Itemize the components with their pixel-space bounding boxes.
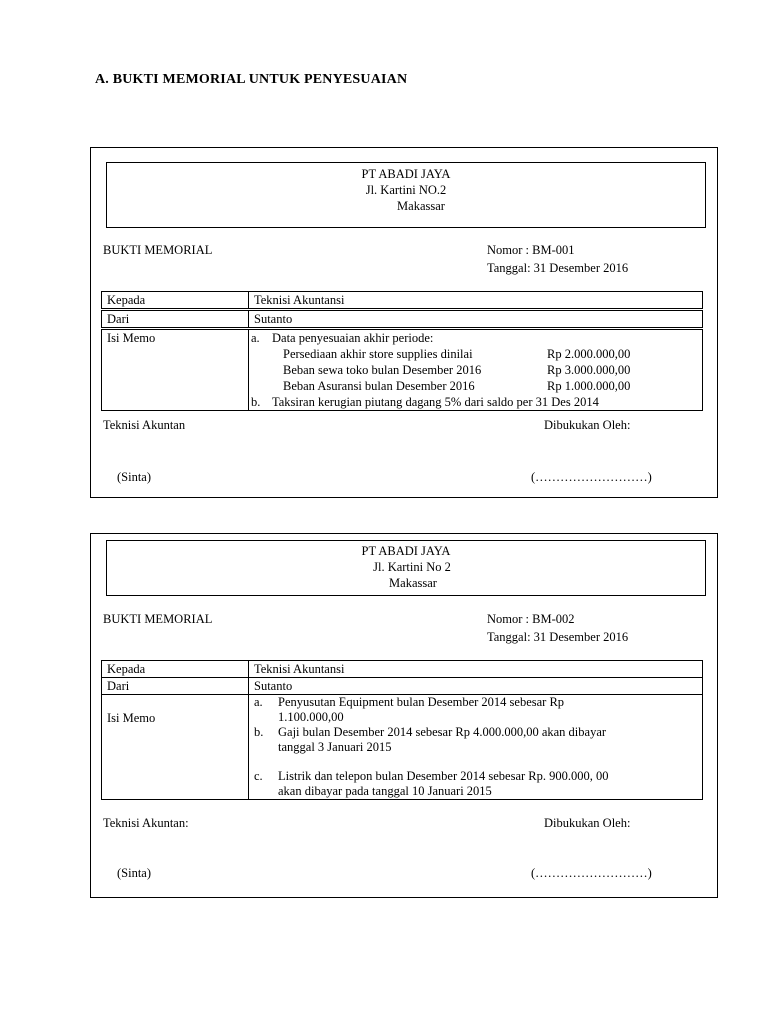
company-header — [106, 540, 706, 596]
dari-value: Sutanto — [249, 311, 703, 328]
list-item: Beban Asuransi bulan Desember 2016 Rp 1.000.000,00 — [283, 379, 631, 393]
company-address: Jl. Kartini No 2 — [373, 560, 451, 574]
list-item: b. Gaji bulan Desember 2014 sebesar Rp 4.000.000,00 akan dibayar — [254, 725, 607, 739]
doc-title: BUKTI MEMORIAL — [103, 612, 213, 626]
company-header — [106, 162, 706, 228]
signer-right: (………………………) — [531, 866, 652, 880]
sign-left-label: Teknisi Akuntan — [103, 418, 186, 432]
sign-left-label: Teknisi Akuntan: — [103, 816, 189, 830]
list-item: a. Data penyesuaian akhir periode: — [251, 331, 434, 345]
row-dari — [102, 311, 703, 328]
row-isi — [102, 330, 703, 411]
kepada-value: Teknisi Akuntansi — [249, 661, 703, 678]
company-city: Makassar — [389, 576, 437, 590]
isi-label: Isi Memo — [102, 330, 249, 411]
dari-value: Sutanto — [249, 678, 703, 695]
row-dari — [102, 678, 703, 695]
sign-right-label: Dibukukan Oleh: — [544, 418, 631, 432]
doc-title: BUKTI MEMORIAL — [103, 243, 213, 257]
company-name: PT ABADI JAYA — [361, 167, 451, 181]
memo-table — [101, 660, 703, 800]
signer-left: (Sinta) — [117, 470, 152, 484]
signer-right: (………………………) — [531, 470, 652, 484]
row-isi — [102, 695, 703, 800]
list-item: a. Penyusutan Equipment bulan Desember 2014 sebesar Rp — [254, 695, 565, 709]
list-item: Beban sewa toko bulan Desember 2016 Rp 3.000.000,00 — [283, 363, 631, 377]
kepada-value: Teknisi Akuntansi — [249, 292, 703, 309]
isi-label: Isi Memo — [102, 695, 249, 800]
memo-bm-002 — [90, 533, 718, 898]
dari-label: Dari — [102, 311, 249, 328]
list-item: b. Taksiran kerugian piutang dagang 5% dari saldo per 31 Des 2014 — [251, 395, 599, 409]
company-name: PT ABADI JAYA — [361, 544, 451, 558]
memo-bm-001 — [90, 147, 718, 498]
row-kepada — [102, 661, 703, 678]
memo-date: Tanggal: 31 Desember 2016 — [487, 261, 629, 275]
dari-label: Dari — [102, 678, 249, 695]
list-item: c. Listrik dan telepon bulan Desember 2014 sebesar Rp. 900.000, 00 — [254, 769, 609, 783]
kepada-label: Kepada — [102, 661, 249, 678]
row-kepada — [102, 292, 703, 309]
page-heading: A. BUKTI MEMORIAL UNTUK PENYESUAIAN — [95, 72, 408, 87]
company-address: Jl. Kartini NO.2 — [365, 183, 447, 197]
isi-content: a. Penyusutan Equipment bulan Desember 2014 sebesar Rp 1.100.000,00 b. Gaji bulan Desember 2014 sebesar Rp 4.000.000,00 akan dibayar tanggal 3 Januari 2015 c. Listrik dan telepon bulan Desember 2014 sebesar Rp. 900.000, 00 akan dibayar pada tanggal 10 Januari 2015 — [249, 695, 703, 800]
sign-right-label: Dibukukan Oleh: — [544, 816, 631, 830]
list-item: Persediaan akhir store supplies dinilai Rp 2.000.000,00 — [283, 347, 631, 361]
signer-left: (Sinta) — [117, 866, 152, 880]
company-city: Makassar — [397, 199, 445, 213]
kepada-label: Kepada — [102, 292, 249, 309]
memo-number: Nomor : BM-001 — [487, 243, 575, 257]
memo-number: Nomor : BM-002 — [487, 612, 575, 626]
memo-date: Tanggal: 31 Desember 2016 — [487, 630, 629, 644]
isi-content — [249, 330, 703, 411]
memo-table — [101, 291, 703, 411]
